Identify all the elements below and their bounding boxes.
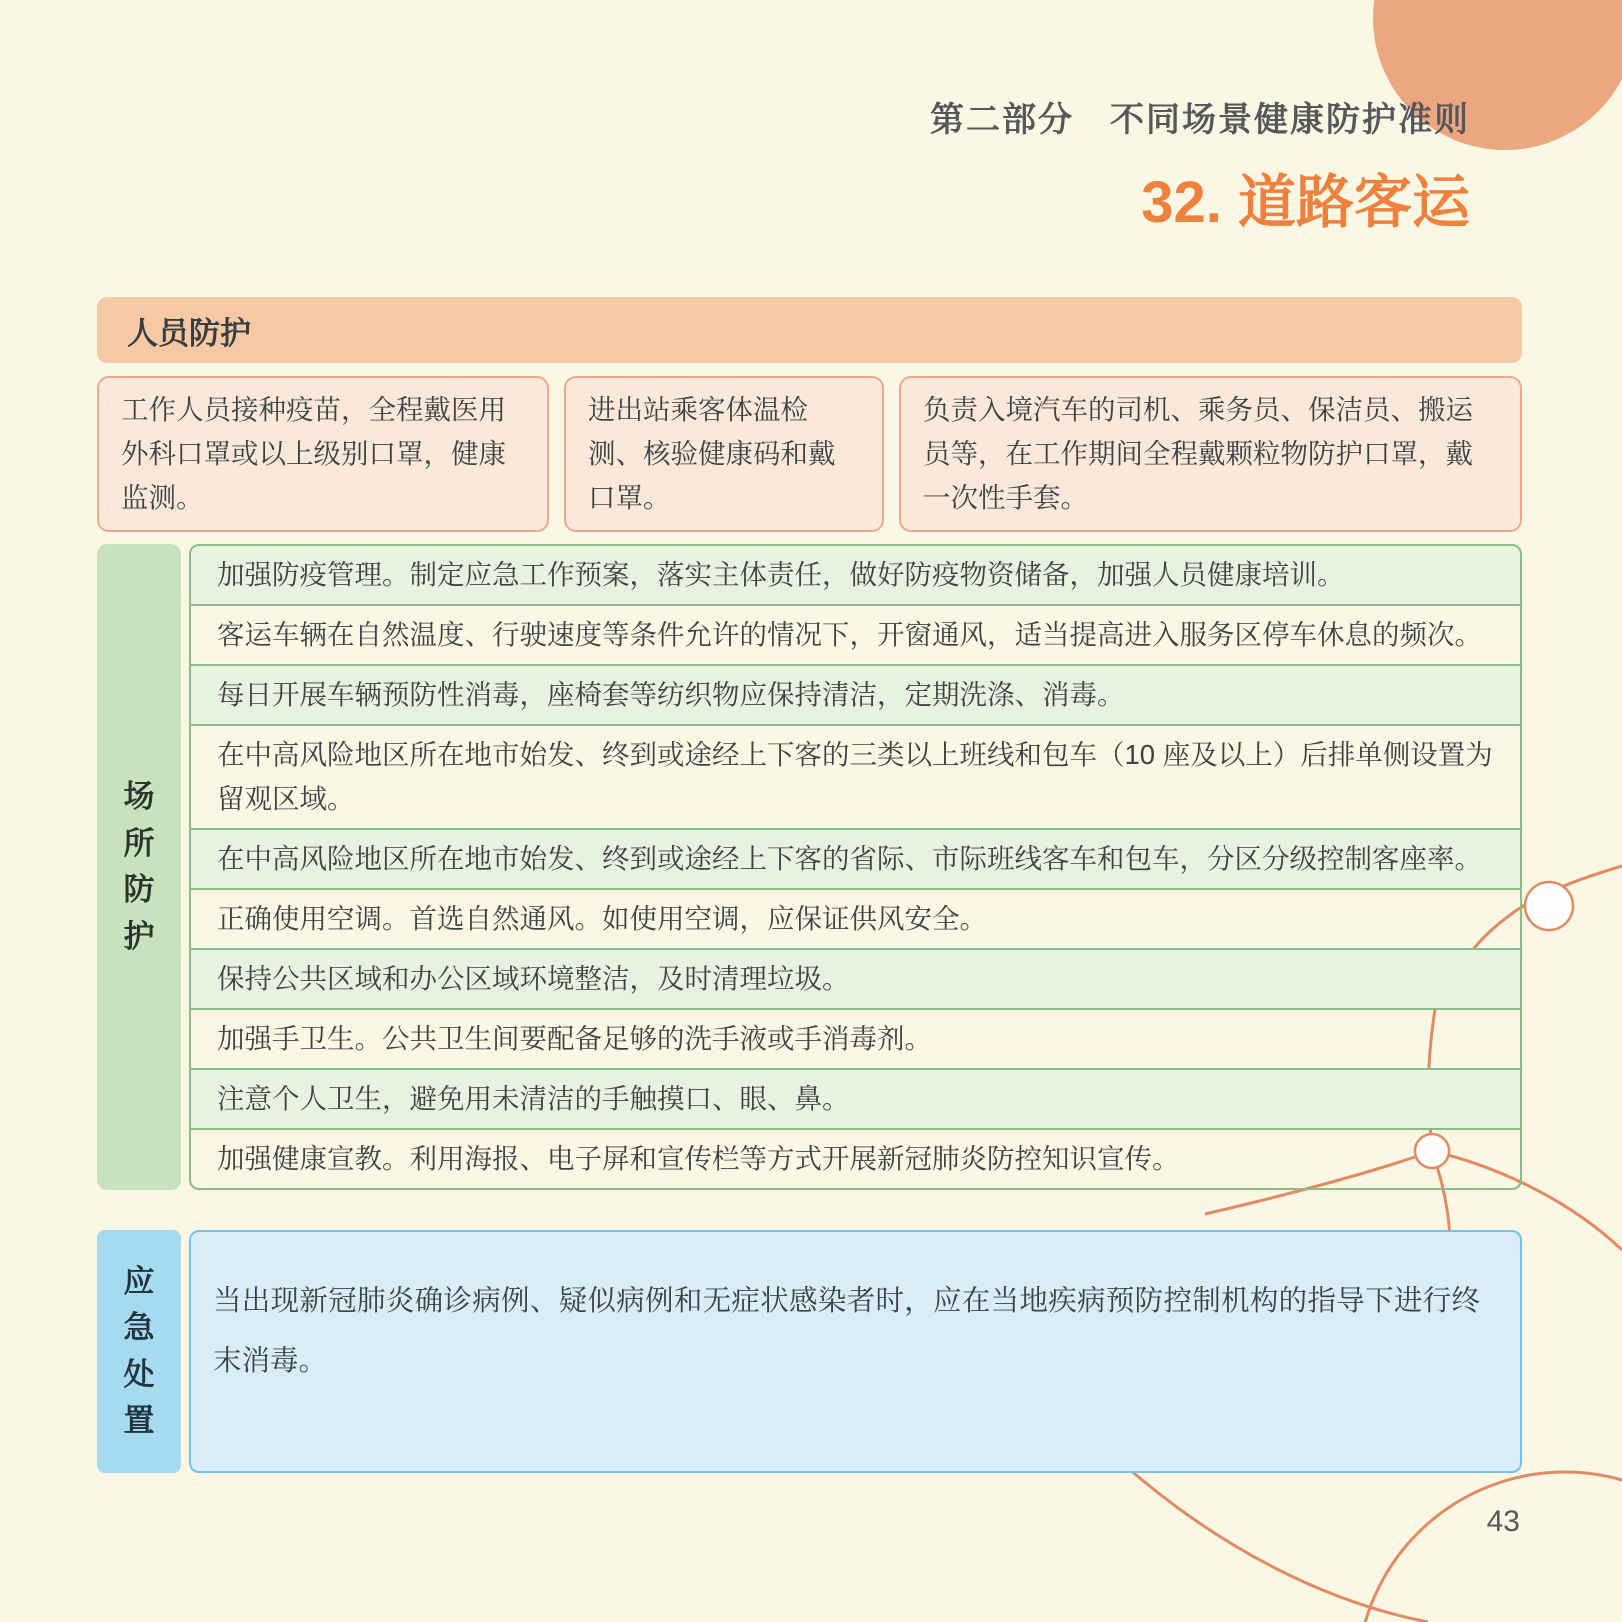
venue-row: 加强健康宣教。利用海报、电子屏和宣传栏等方式开展新冠肺炎防控知识宣传。 (191, 1128, 1520, 1188)
personnel-card-text: 负责入境汽车的司机、乘务员、保洁员、搬运员等，在工作期间全程戴颗粒物防护口罩，戴一次性手套。 (923, 394, 1473, 513)
section-emergency-response (97, 1230, 1522, 1473)
venue-row: 每日开展车辆预防性消毒，座椅套等纺织物应保持清洁，定期洗涤、消毒。 (191, 664, 1520, 724)
venue-row: 正确使用空调。首选自然通风。如使用空调，应保证供风安全。 (191, 888, 1520, 948)
personnel-card (899, 376, 1522, 532)
venue-protection-label: 场所防护 (123, 779, 155, 954)
section-header-personnel-protection (97, 297, 1522, 363)
venue-row: 在中高风险地区所在地市始发、终到或途经上下客的省际、市际班线客车和包车，分区分级控制客座率。 (191, 828, 1520, 888)
emergency-response-label: 应急处置 (123, 1263, 155, 1438)
emergency-response-box (189, 1230, 1522, 1473)
page-title: 32. 道路客运 (1141, 170, 1470, 235)
venue-row: 保持公共区域和办公区域环境整洁，及时清理垃圾。 (191, 948, 1520, 1008)
section-header-label: 人员防护 (127, 315, 251, 351)
venue-row: 注意个人卫生，避免用未清洁的手触摸口、眼、鼻。 (191, 1068, 1520, 1128)
emergency-response-sidebar (97, 1230, 181, 1473)
personnel-card-text: 工作人员接种疫苗，全程戴医用外科口罩或以上级别口罩，健康监测。 (121, 394, 506, 513)
personnel-card (97, 376, 549, 532)
personnel-cards (97, 376, 1522, 532)
personnel-card (564, 376, 884, 532)
venue-protection-rows (189, 544, 1522, 1190)
venue-row: 客运车辆在自然温度、行驶速度等条件允许的情况下，开窗通风，适当提高进入服务区停车休息的频次。 (191, 604, 1520, 664)
personnel-card-text: 进出站乘客体温检测、核验健康码和戴口罩。 (588, 394, 836, 513)
venue-row: 加强手卫生。公共卫生间要配备足够的洗手液或手消毒剂。 (191, 1008, 1520, 1068)
emergency-response-text: 当出现新冠肺炎确诊病例、疑似病例和无症状感染者时，应在当地疾病预防控制机构的指导下进行终末消毒。 (213, 1284, 1480, 1377)
section-venue-protection (97, 544, 1522, 1190)
venue-row: 加强防疫管理。制定应急工作预案，落实主体责任，做好防疫物资储备，加强人员健康培训。 (191, 546, 1520, 604)
venue-row: 在中高风险地区所在地市始发、终到或途经上下客的三类以上班线和包车（10 座及以上）后排单侧设置为留观区域。 (191, 724, 1520, 828)
page-number: 43 (1486, 1505, 1520, 1538)
breadcrumb: 第二部分 不同场景健康防护准则 (930, 101, 1470, 139)
venue-protection-sidebar (97, 544, 181, 1190)
